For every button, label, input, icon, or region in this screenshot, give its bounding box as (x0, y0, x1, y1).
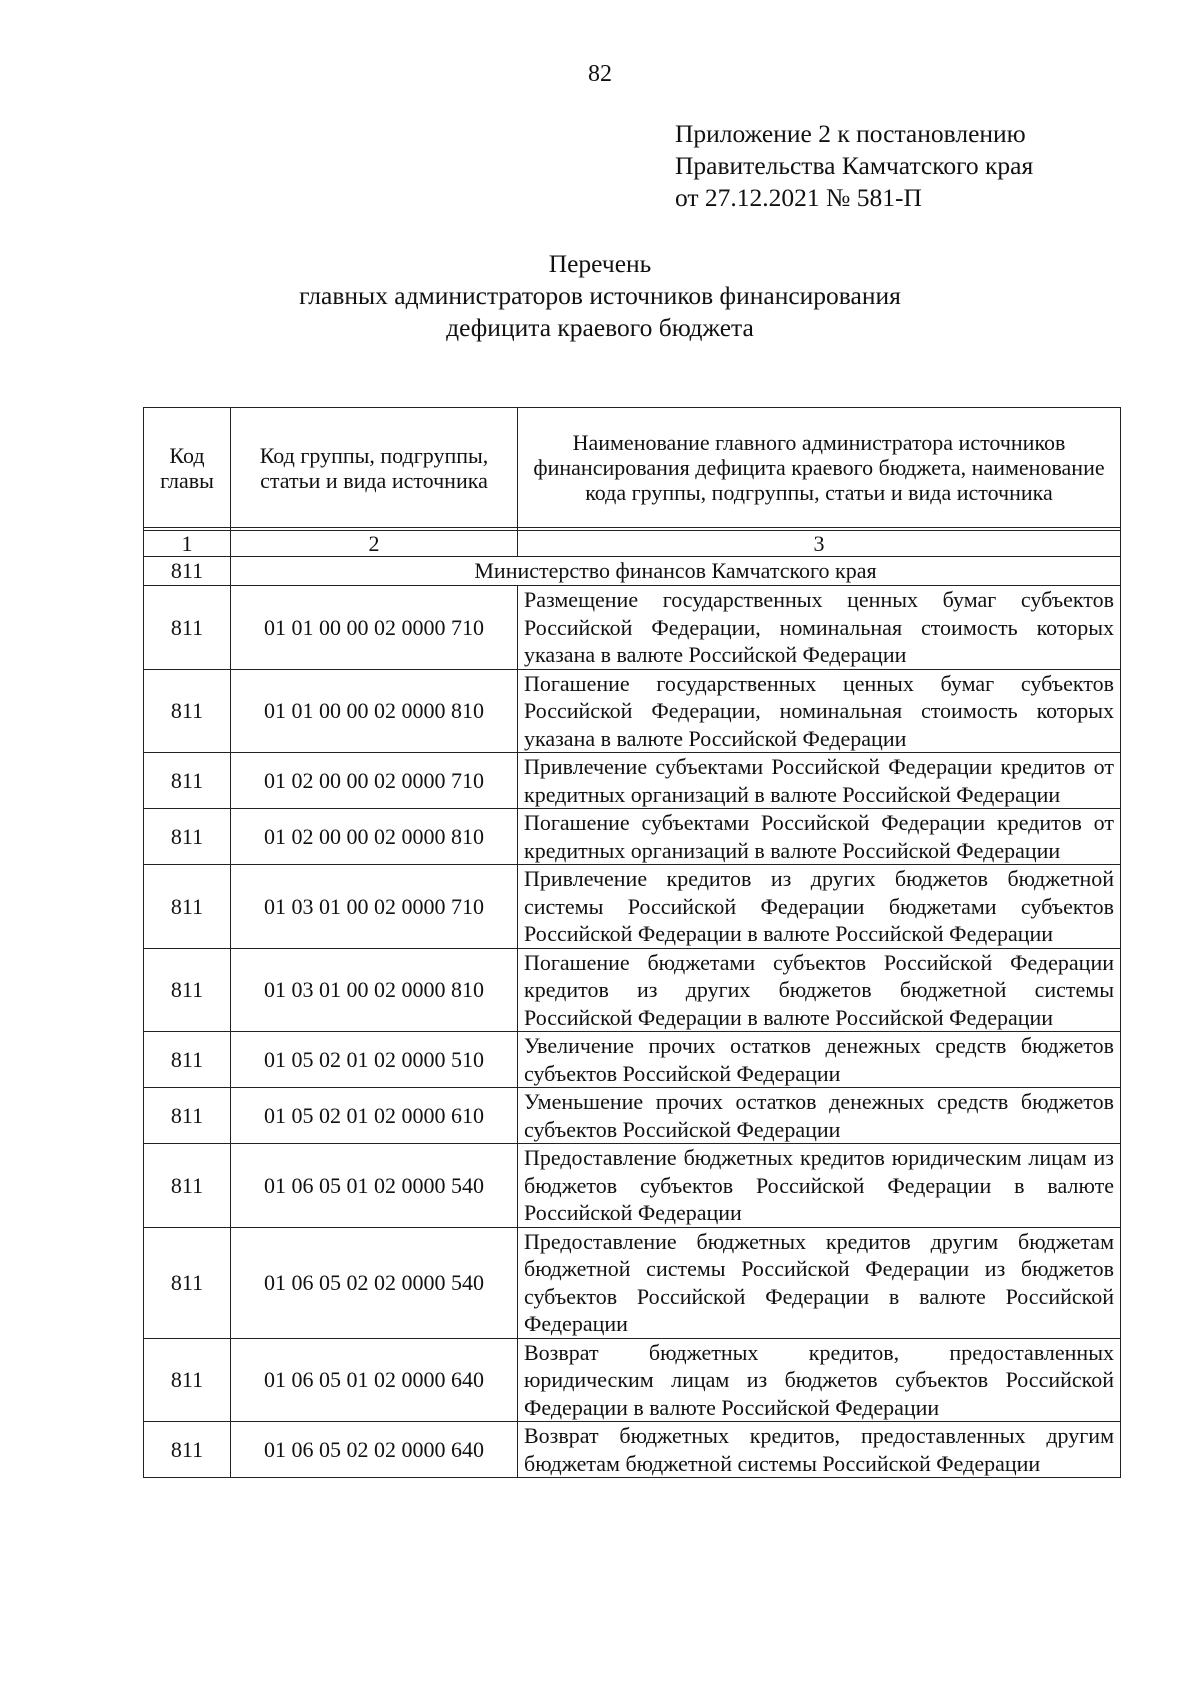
row-chapter-code: 811 (144, 1338, 231, 1422)
column-number: 1 (144, 531, 231, 557)
table-row (144, 586, 1121, 670)
header-chapter-code: Код главы (144, 408, 231, 528)
page-number: 82 (588, 61, 612, 87)
table-row (144, 1032, 1121, 1088)
row-chapter-code: 811 (144, 1032, 231, 1088)
table-row (144, 1227, 1121, 1338)
table-row (144, 1422, 1121, 1478)
appendix-line: от 27.12.2021 № 581-П (675, 182, 922, 212)
row-description: Привлечение субъектами Российской Федерации кредитов от кредитных организаций в валюте Российской Федерации (518, 753, 1121, 809)
row-chapter-code: 811 (144, 1144, 231, 1228)
appendix-block (675, 118, 1033, 214)
table-row (144, 753, 1121, 809)
row-group-code: 01 03 01 00 02 0000 710 (231, 865, 518, 949)
table-row (144, 948, 1121, 1032)
row-description: Возврат бюджетных кредитов, предоставленных юридическим лицам из бюджетов субъектов Российской Федерации в валюте Российской Федерации (518, 1338, 1121, 1422)
row-description: Погашение государственных ценных бумаг субъектов Российской Федерации, номинальная стоимость которых указана в валюте Российской Федерации (518, 669, 1121, 753)
row-chapter-code: 811 (144, 753, 231, 809)
row-chapter-code: 811 (144, 948, 231, 1032)
row-chapter-code: 811 (144, 669, 231, 753)
title-line: дефицита краевого бюджета (446, 312, 754, 342)
table-row (144, 1338, 1121, 1422)
table-row (144, 1088, 1121, 1144)
row-description: Погашение бюджетами субъектов Российской Федерации кредитов из других бюджетов бюджетной системы Российской Федерации в валюте Российской Федерации (518, 948, 1121, 1032)
row-chapter-code: 811 (144, 1088, 231, 1144)
column-number: 3 (518, 531, 1121, 557)
row-description: Уменьшение прочих остатков денежных средств бюджетов субъектов Российской Федерации (518, 1088, 1121, 1144)
title-line: Перечень (548, 249, 652, 278)
title-line: главных администраторов источников финансирования (299, 280, 901, 310)
row-chapter-code: 811 (144, 865, 231, 949)
row-description: Увеличение прочих остатков денежных средств бюджетов субъектов Российской Федерации (518, 1032, 1121, 1088)
column-number: 2 (231, 531, 518, 557)
row-chapter-code: 811 (144, 586, 231, 670)
row-description: Возврат бюджетных кредитов, предоставленных другим бюджетам бюджетной системы Российской Федерации (518, 1422, 1121, 1478)
row-description: Привлечение кредитов из других бюджетов бюджетной системы Российской Федерации бюджетами субъектов Российской Федерации в валюте Российской Федерации (518, 865, 1121, 949)
row-chapter-code: 811 (144, 1227, 231, 1338)
row-group-code: 01 06 05 01 02 0000 540 (231, 1144, 518, 1228)
header-name: Наименование главного администратора источников финансирования дефицита краевого бюджета, наименование кода группы, подгруппы, статьи и вида источника (518, 408, 1121, 528)
row-group-code: 01 01 00 00 02 0000 810 (231, 669, 518, 753)
appendix-line: Приложение 2 к постановлению (675, 119, 1026, 148)
table-header-row (144, 408, 1121, 528)
row-group-code: 01 02 00 00 02 0000 710 (231, 753, 518, 809)
row-description: Погашение субъектами Российской Федерации кредитов от кредитных организаций в валюте Российской Федерации (518, 809, 1121, 865)
document-title (0, 248, 1200, 344)
table-row (144, 1144, 1121, 1228)
row-group-code: 01 05 02 01 02 0000 610 (231, 1088, 518, 1144)
row-group-code: 01 06 05 02 02 0000 640 (231, 1422, 518, 1478)
row-group-code: 01 05 02 01 02 0000 510 (231, 1032, 518, 1088)
appendix-line: Правительства Камчатского края (675, 150, 1034, 180)
row-group-code: 01 03 01 00 02 0000 810 (231, 948, 518, 1032)
row-group-code: 01 01 00 00 02 0000 710 (231, 586, 518, 670)
row-group-code: 01 02 00 00 02 0000 810 (231, 809, 518, 865)
table-row (144, 809, 1121, 865)
row-description: Предоставление бюджетных кредитов юридическим лицам из бюджетов субъектов Российской Федерации в валюте Российской Федерации (518, 1144, 1121, 1228)
ministry-code: 811 (144, 557, 231, 586)
ministry-row (144, 557, 1121, 586)
table-row (144, 865, 1121, 949)
row-description: Предоставление бюджетных кредитов другим бюджетам бюджетной системы Российской Федерации из бюджетов субъектов Российской Федерации в валюте Российской Федерации (518, 1227, 1121, 1338)
row-group-code: 01 06 05 01 02 0000 640 (231, 1338, 518, 1422)
row-chapter-code: 811 (144, 809, 231, 865)
row-chapter-code: 811 (144, 1422, 231, 1478)
row-description: Размещение государственных ценных бумаг субъектов Российской Федерации, номинальная стоимость которых указана в валюте Российской Федерации (518, 586, 1121, 670)
administrators-table (143, 407, 1121, 1478)
table-row (144, 669, 1121, 753)
row-group-code: 01 06 05 02 02 0000 540 (231, 1227, 518, 1338)
column-number-row (144, 531, 1121, 557)
header-group-code: Код группы, подгруппы, статьи и вида источника (231, 408, 518, 528)
ministry-name: Министерство финансов Камчатского края (231, 557, 1121, 586)
